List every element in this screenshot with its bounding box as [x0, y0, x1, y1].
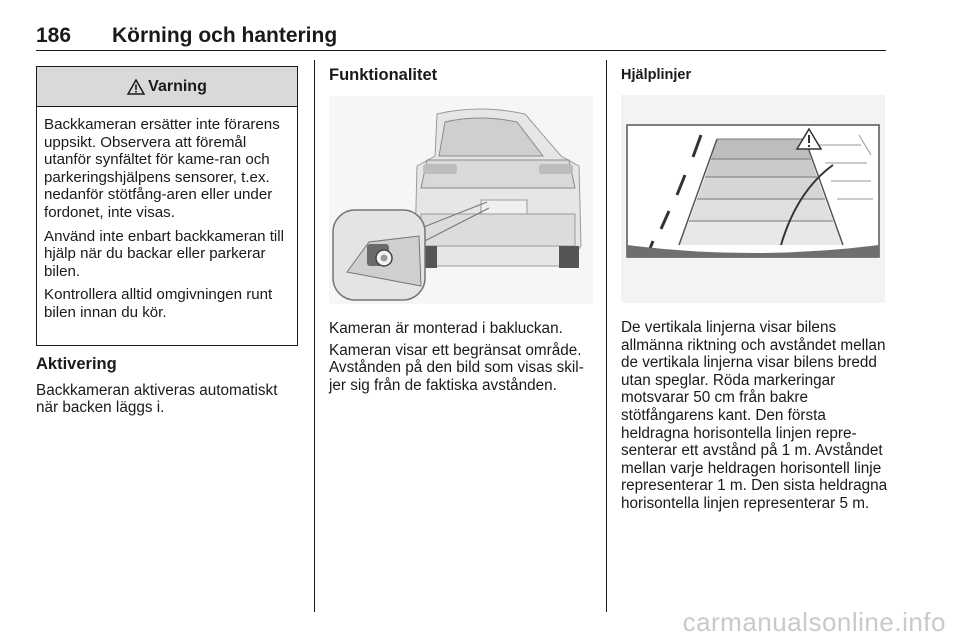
rear-camera-illustration: [329, 96, 593, 304]
warning-title: Varning: [148, 77, 207, 95]
watermark: carmanualsonline.info: [682, 607, 946, 637]
warning-body: [37, 107, 297, 322]
funktionalitet-text: [329, 320, 593, 398]
chapter-title: Körning och hantering: [112, 24, 338, 47]
funktionalitet-heading-block: [329, 67, 593, 93]
warning-header: [37, 67, 297, 107]
warning-box: [36, 66, 298, 346]
page-header: [36, 20, 886, 51]
column-divider: [314, 60, 315, 612]
aktivering-section: [36, 356, 298, 421]
warning-paragraph: Kontrollera alltid omgivningen runt bilen innan du kör.: [44, 286, 273, 321]
warning-triangle-icon: [127, 79, 145, 95]
section-heading: Aktivering: [36, 355, 117, 373]
body-text: Kameran är monterad i bakluckan.: [329, 320, 563, 337]
body-text: Kameran visar ett begränsat område. Avstånden på den bild som visas skil-jer sig från de faktiska avstånden.: [329, 341, 584, 394]
body-text: De vertikala linjerna visar bilens allmänna riktning och avståndet mellan de vertikala linjerna visar bilens bredd utan speglar. Röda markeringar motsvarar 50 cm från bakre stötfångarens kant. Den första heldragna horisontella linjen repre-senterar ett avstånd på 1 m. Avståndet mellan varje heldragen horisontell linje representerar 1 m. Den sista heldragna horisontella linjen representerar 5 m.: [621, 319, 888, 512]
subsection-heading: Hjälplinjer: [621, 67, 692, 83]
hjalplinjer-heading-block: [621, 67, 885, 85]
warning-paragraph: Använd inte enbart backkameran till hjälp när du backar eller parkerar bilen.: [44, 227, 284, 280]
page-number: 186: [36, 24, 72, 47]
column-divider: [606, 60, 607, 612]
section-heading: Funktionalitet: [329, 66, 438, 84]
body-text: Backkameran aktiveras automatiskt när backen läggs i.: [36, 381, 278, 417]
warning-paragraph: Backkameran ersätter inte förarens uppsikt. Observera att föremål utanför synfältet för kame-ran och parkeringshjälpens sensorer, t.ex. nedanför stötfång-aren eller under fordonet, inte visas.: [44, 116, 280, 221]
hjalplinjer-text: [621, 319, 889, 517]
guide-lines-illustration: [621, 95, 885, 303]
